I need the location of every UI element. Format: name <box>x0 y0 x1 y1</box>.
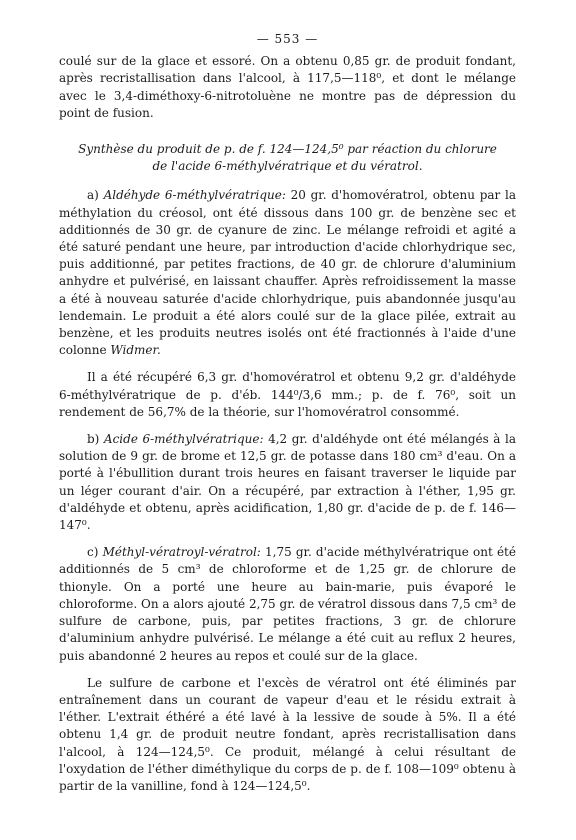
paragraph-b <box>59 431 516 534</box>
paragraph-c-title: Méthyl-vératroyl-vératrol: <box>102 545 261 560</box>
paragraph-b-title: Acide 6-méthylvératrique: <box>103 432 264 447</box>
paragraph-c <box>59 544 516 664</box>
paragraph-continuation: coulé sur de la glace et essoré. On a obtenu 0,85 gr. de produit fondant, après recristallisation dans l'alcool, à 117,5—118⁰, et dont le mélange avec le 3,4-diméthoxy-6-nitrotoluène ne montre pas de dépression du point de fusion. <box>59 54 516 120</box>
paragraph-a-label: a) <box>87 188 99 203</box>
paragraph-b-text: 4,2 gr. d'aldéhyde ont été mélangés à la solution de 9 gr. de brome et 12,5 gr. de potasse dans 180 cm³ d'eau. On a porté à l'ébullition durant trois heures en faisant traverser le liquide par un léger courant d'air. On a récupéré, par extraction à l'éther, 1,95 gr. d'aldéhyde et obtenu, après acidification, 1,80 gr. d'acide de p. de f. 146—147⁰. <box>59 432 516 533</box>
paragraph-a-title: Aldéhyde 6-méthylvératrique: <box>103 188 286 203</box>
paragraph-a-text: 20 gr. d'homovératrol, obtenu par la méthylation du créosol, ont été dissous dans 100 gr. de benzène sec et additionnés de 30 gr. de cyanure de zinc. Le mélange refroidi et agité a été saturé pendant une heure, par introduction d'acide chlorhydrique sec, puis additionné, par petites fractions, de 40 gr. de chlorure d'aluminium anhydre et pulvérisé, en laissant chauffer. Après refroidissement la masse a été à nouveau saturée d'acide chlorhydrique, puis abandonnée jusqu'au lendemain. Le produit a été alors coulé sur de la glace pilée, extrait au benzène, et les produits neutres isolés ont été fractionnés à l'aide d'une colonne <box>59 188 516 358</box>
paragraph-yield: Il a été récupéré 6,3 gr. d'homovératrol et obtenu 9,2 gr. d'aldéhyde 6-méthylvératrique de p. d'éb. 144⁰/3,6 mm.; p. de f. 76⁰, soit un rendement de 56,7% de la théorie, sur l'homovératrol consommé. <box>59 370 516 419</box>
page-number: — 553 — <box>256 32 319 46</box>
paragraph-a <box>59 187 516 359</box>
paragraph-c-label: c) <box>87 545 99 560</box>
paragraph-a-widmer: Widmer. <box>110 343 161 358</box>
section-heading: Synthèse du produit de p. de f. 124—124,5⁰ par réaction du chlorure de l'acide 6-méthylvératrique et du vératrol. <box>78 142 497 174</box>
paragraph-c-text: 1,75 gr. d'acide méthylvératrique ont été additionnés de 5 cm³ de chloroforme et de 1,25 gr. de chlorure de thionyle. On a porté une heure au bain-marie, puis évaporé le chloroforme. On a alors ajouté 2,75 gr. de vératrol dissous dans 7,5 cm³ de sulfure de carbone, puis, par petites fractions, 3 gr. de chlorure d'aluminium anhydre pulvérisé. Le mélange a été cuit au reflux 2 heures, puis abandonné 2 heures au repos et coulé sur de la glace. <box>59 545 516 663</box>
paragraph-final: Le sulfure de carbone et l'excès de vératrol ont été éliminés par entraînement dans un courant de vapeur d'eau et le résidu extrait à l'éther. L'extrait éthéré a été lavé à la lessive de soude à 5%. Il a été obtenu 1,4 gr. de produit neutre fondant, après recristallisation dans l'alcool, à 124—124,5⁰. Ce produit, mélangé à celui résultant de l'oxydation de l'éther diméthylique du corps de p. de f. 108—109⁰ obtenu à partir de la vanilline, fond à 124—124,5⁰. <box>59 675 516 793</box>
paragraph-b-label: b) <box>87 432 100 447</box>
